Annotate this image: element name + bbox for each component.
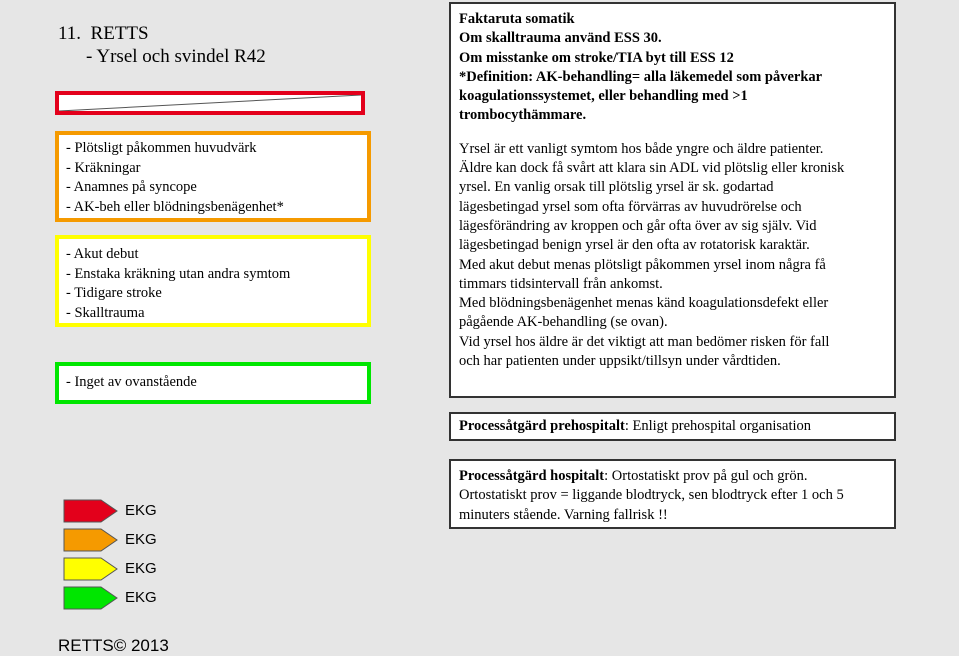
green-criterion: - Inget av ovanstående bbox=[66, 374, 197, 390]
hospital-line: minuters stående. Varning fallrisk !! bbox=[459, 506, 668, 523]
hospital-text: : Ortostatiskt prov på gul och grön. bbox=[604, 468, 808, 484]
fact-body-line: yrsel. En vanlig orsak till plötslig yrsel är sk. godartad bbox=[459, 179, 774, 196]
ekg-label: EKG bbox=[125, 502, 157, 519]
green-priority-box bbox=[55, 362, 371, 404]
fact-body-line: Vid yrsel hos äldre är det viktigt att man bedömer risken för fall bbox=[459, 333, 830, 350]
fact-body-line: Äldre kan dock få svårt att klara sin ADL vid plötslig eller kronisk bbox=[459, 160, 845, 177]
fact-body-line: Med blödningsbenägenhet menas känd koagulationsdefekt eller bbox=[459, 295, 829, 312]
ekg-row-red bbox=[63, 499, 173, 523]
ekg-label: EKG bbox=[125, 560, 157, 577]
hospital-process-box bbox=[449, 459, 896, 529]
red-priority-box bbox=[55, 91, 365, 115]
orange-criterion: - Anamnes på syncope bbox=[66, 179, 197, 195]
fact-body-line: Med akut debut menas plötsligt påkommen yrsel inom några få bbox=[459, 256, 826, 273]
prehospital-process-box bbox=[449, 412, 896, 441]
yellow-criterion: - Skalltrauma bbox=[66, 304, 145, 321]
red-box-strike-line bbox=[59, 95, 361, 111]
orange-priority-box bbox=[55, 131, 371, 222]
page-title: - Yrsel och svindel R42 bbox=[86, 46, 266, 67]
fact-bold-line: koagulationssystemet, eller behandling med >1 bbox=[459, 88, 748, 105]
fact-bold-line: *Definition: AK-behandling= alla läkemedel som påverkar bbox=[459, 68, 823, 85]
red-arrow-icon bbox=[63, 499, 119, 523]
hospital-line: Ortostatiskt prov = liggande blodtryck, sen blodtryck efter 1 och 5 bbox=[459, 487, 844, 504]
prehospital-text: : Enligt prehospital organisation bbox=[624, 418, 812, 434]
hospital-label: Processåtgärd hospitalt bbox=[459, 468, 605, 484]
fact-body-line: lägesförändring av kroppen och går ofta över av sig själv. Vid bbox=[459, 217, 817, 234]
fact-bold-line: Om skalltrauma använd ESS 30. bbox=[459, 30, 662, 47]
fact-box bbox=[449, 2, 896, 398]
yellow-criterion: - Tidigare stroke bbox=[66, 285, 162, 301]
fact-bold-line: Om misstanke om stroke/TIA byt till ESS 12 bbox=[459, 49, 734, 66]
page-title-number: 11. RETTS bbox=[58, 23, 149, 44]
fact-box-heading: Faktaruta somatik bbox=[459, 11, 575, 27]
prehospital-label: Processåtgärd prehospitalt bbox=[459, 418, 625, 434]
green-arrow-icon bbox=[63, 586, 119, 610]
fact-bold-line: trombocythämmare. bbox=[459, 107, 587, 124]
ekg-row-yellow bbox=[63, 557, 173, 581]
yellow-criterion: - Enstaka kräkning utan andra symtom bbox=[66, 265, 291, 282]
yellow-priority-box bbox=[55, 235, 371, 327]
ekg-row-green bbox=[63, 586, 173, 610]
yellow-arrow-icon bbox=[63, 557, 119, 581]
ekg-row-orange bbox=[63, 528, 173, 552]
footer-copyright: RETTS© 2013 bbox=[58, 636, 169, 655]
fact-body-line: pågående AK-behandling (se ovan). bbox=[459, 314, 668, 331]
fact-body-line: lägesbetingad benign yrsel är den ofta av rotatorisk karaktär. bbox=[459, 237, 810, 254]
fact-body-line: och har patienten under uppsikt/tillsyn under vårdtiden. bbox=[459, 353, 781, 370]
ekg-label: EKG bbox=[125, 589, 157, 606]
orange-arrow-icon bbox=[63, 528, 119, 552]
yellow-criterion: - Akut debut bbox=[66, 246, 139, 262]
orange-criterion: - Kräkningar bbox=[66, 159, 141, 176]
fact-body-line: timmars tidsintervall från ankomst. bbox=[459, 275, 663, 292]
ekg-label: EKG bbox=[125, 531, 157, 548]
fact-body-line: lägesbetingad yrsel som ofta förvärras av huvudrörelse och bbox=[459, 198, 802, 215]
orange-criterion: - Plötsligt påkommen huvudvärk bbox=[66, 140, 257, 156]
fact-body-line: Yrsel är ett vanligt symtom hos både yngre och äldre patienter. bbox=[459, 140, 824, 157]
orange-criterion: - AK-beh eller blödningsbenägenhet* bbox=[66, 198, 284, 215]
